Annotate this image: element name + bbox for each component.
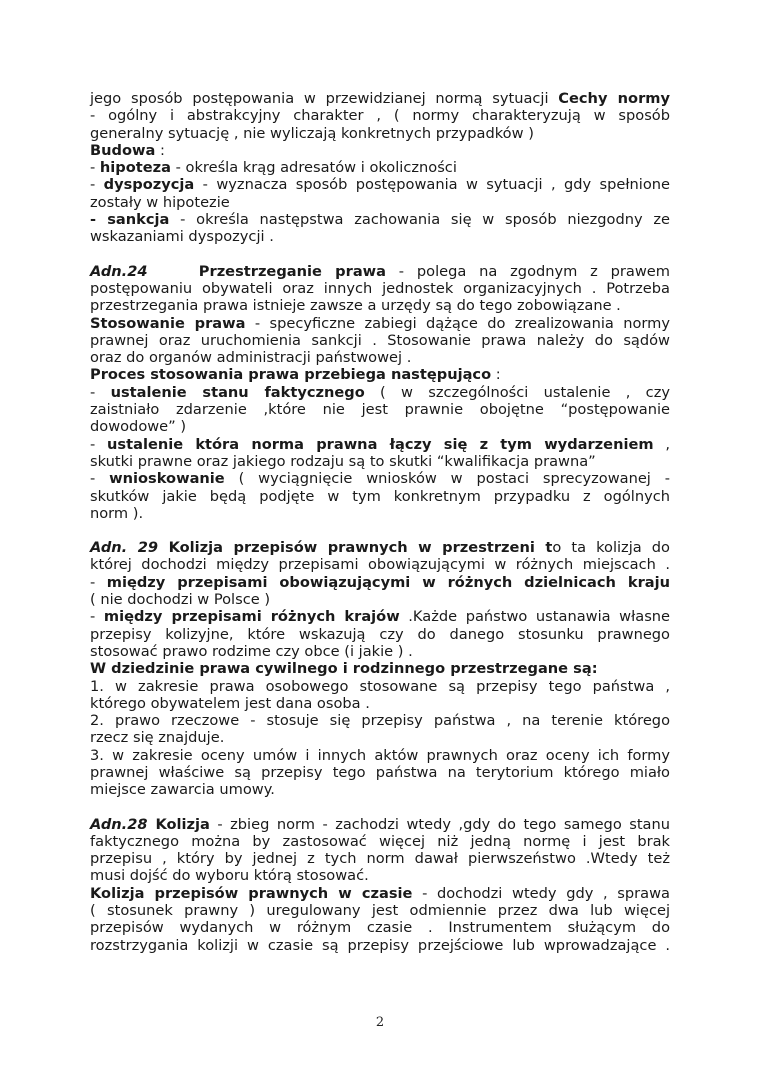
page-number: 2 — [375, 1015, 385, 1030]
text-line: Proces stosowania prawa przebiega następująco : — [90, 366, 501, 384]
text-line: stosować prawo rodzime czy obce (i jakie ) . — [90, 642, 413, 660]
term-budowa: Budowa — [90, 141, 156, 159]
term-miedzy-krajami: między przepisami różnych krajów — [103, 608, 400, 626]
text-line: generalny sytuację , nie wyliczają konkretnych przypadków ) — [90, 124, 534, 142]
text-line: Budowa : — [90, 141, 165, 159]
term-ustalenie-stanu: ustalenie stanu faktycznego — [110, 383, 365, 401]
term-stosowanie-prawa: Stosowanie prawa — [90, 314, 246, 332]
text-line: ( nie dochodzi w Polsce ) — [90, 591, 271, 609]
section-label-adn29: Adn. 29 — [90, 539, 159, 557]
text-line: 3. w zakresie oceny umów i innych aktów prawnych oraz oceny ich formy — [90, 746, 670, 764]
term-hipoteza: hipoteza — [99, 159, 171, 177]
text-line: - sankcja - określa następstwa zachowania się w sposób niezgodny ze — [90, 211, 670, 229]
text-line: - między przepisami różnych krajów .Każde państwo ustanawia własne — [90, 608, 671, 626]
term-cechy-normy: Cechy normy — [558, 90, 670, 107]
text-line: musi dojść do wyboru którą stosować. — [90, 867, 369, 885]
term-wnioskowanie: wnioskowanie — [109, 470, 225, 488]
term-miedzy-dzielnicami: między przepisami obowiązującymi w różnych dzielnicach kraju — [106, 573, 671, 591]
text-line: miejsce zawarcia umowy. — [90, 781, 275, 799]
text-line: faktycznego można by zastosować więcej niż jedną normę i jest brak — [90, 832, 670, 850]
term-przestrzeganie-prawa: Przestrzeganie prawa — [198, 262, 386, 280]
paragraph-adn28 — [90, 816, 670, 954]
term-sankcja: - sankcja — [90, 211, 170, 229]
text-line: której dochodzi między przepisami obowiązującymi w różnych miejscach . — [90, 556, 670, 574]
text-line: przepisów wydanych w różnym czasie . Instrumentem służącym do — [90, 919, 670, 937]
text-line: przepisu , który by jednej z tych norm dawał pierwszeństwo .Wtedy też — [90, 850, 670, 868]
text-line: Adn.24 Przestrzeganie prawa - polega na zgodnym z prawem — [90, 262, 670, 280]
text-line: zaistniało zdarzenie ,które nie jest prawnie obojętne “postępowanie — [90, 401, 670, 419]
text-line: - ogólny i abstrakcyjny charakter , ( normy charakteryzują w sposób — [90, 107, 670, 125]
text-line: - dyspozycja - wyznacza sposób postępowania w sytuacji , gdy spełnione — [90, 176, 670, 194]
text-line: norm ). — [90, 504, 144, 522]
text-line: - hipoteza - określa krąg adresatów i okoliczności — [90, 159, 457, 177]
text-line: ( stosunek prawny ) uregulowany jest odmiennie przez dwa lub więcej — [90, 902, 670, 920]
text-line: - ustalenie stanu faktycznego ( w szczególności ustalenie , czy — [90, 383, 671, 401]
text-line: oraz do organów administracji państwowej . — [90, 349, 412, 367]
text-line: którego obywatelem jest dana osoba . — [90, 694, 370, 712]
term-kolizja: Kolizja — [147, 815, 210, 833]
text-line: przestrzegania prawa istnieje zawsze a urzędy są do tego zobowiązane . — [90, 297, 621, 315]
term-dyspozycja: dyspozycja — [103, 176, 195, 194]
text-line: Adn. 29 Kolizja przepisów prawnych w przestrzeni to ta kolizja do — [90, 539, 670, 557]
paragraph-norm-features — [90, 90, 670, 246]
text-line: 1. w zakresie prawa osobowego stosowane są przepisy tego państwa , — [90, 677, 670, 695]
text-line: - ustalenie która norma prawna łączy się z tym wydarzeniem , — [90, 435, 670, 453]
text-line: Adn.28 Kolizja - zbieg norm - zachodzi wtedy ,gdy do tego samego stanu — [90, 815, 670, 833]
text-line: przepisy kolizyjne, które wskazują czy do danego stosunku prawnego — [90, 625, 670, 643]
text-line: jego sposób postępowania w przewidzianej normą sytuacji Cechy normy — [90, 90, 670, 107]
text-line: skutków jakie będą podjęte w tym konkretnym przypadku z ogólnych — [90, 487, 670, 505]
document-page — [90, 90, 670, 954]
paragraph-adn24 — [90, 263, 670, 522]
text-line: 2. prawo rzeczowe - stosuje się przepisy państwa , na terenie którego — [90, 712, 670, 730]
term-dziedzina-prawa: W dziedzinie prawa cywilnego i rodzinnego przestrzegane są: — [90, 660, 598, 678]
text-line: dowodowe” ) — [90, 418, 187, 436]
text-line: rozstrzygania kolizji w czasie są przepisy przejściowe lub wprowadzające . — [90, 936, 670, 954]
text-line: rzecz się znajduje. — [90, 729, 225, 747]
section-label-adn24: Adn.24 — [90, 262, 148, 280]
section-label-adn28: Adn.28 — [90, 815, 148, 833]
text-line — [90, 660, 670, 677]
text-line: prawnej właściwe są przepisy tego państwa na terytorium którego miało — [90, 763, 670, 781]
term-kolizja-czasie: Kolizja przepisów prawnych w czasie — [90, 884, 413, 902]
text-line: - wnioskowanie ( wyciągnięcie wniosków w postaci sprecyzowanej - — [90, 470, 671, 488]
text-line: wskazaniami dyspozycji . — [90, 228, 274, 246]
term-ustalenie-normy: ustalenie która norma prawna łączy się z tym wydarzeniem — [107, 435, 654, 453]
text-line: Stosowanie prawa - specyficzne zabiegi dążące do zrealizowania normy — [90, 314, 671, 332]
term-proces-stosowania: Proces stosowania prawa przebiega następująco — [90, 366, 492, 384]
text-line: postępowaniu obywateli oraz innych jednostek organizacyjnych . Potrzeba — [90, 279, 670, 297]
text-line: prawnej oraz uruchomienia sankcji . Stosowanie prawa należy do sądów — [90, 331, 670, 349]
text-line: Kolizja przepisów prawnych w czasie - dochodzi wtedy gdy , sprawa — [90, 884, 670, 902]
text-line: skutki prawne oraz jakiego rodzaju są to skutki “kwalifikacja prawna” — [90, 452, 596, 470]
text-line: - między przepisami obowiązującymi w różnych dzielnicach kraju — [90, 573, 671, 591]
paragraph-adn29 — [90, 539, 670, 798]
term-kolizja-przestrzeni: Kolizja przepisów prawnych w przestrzeni t — [158, 539, 553, 557]
text-line: zostały w hipotezie — [90, 193, 230, 211]
